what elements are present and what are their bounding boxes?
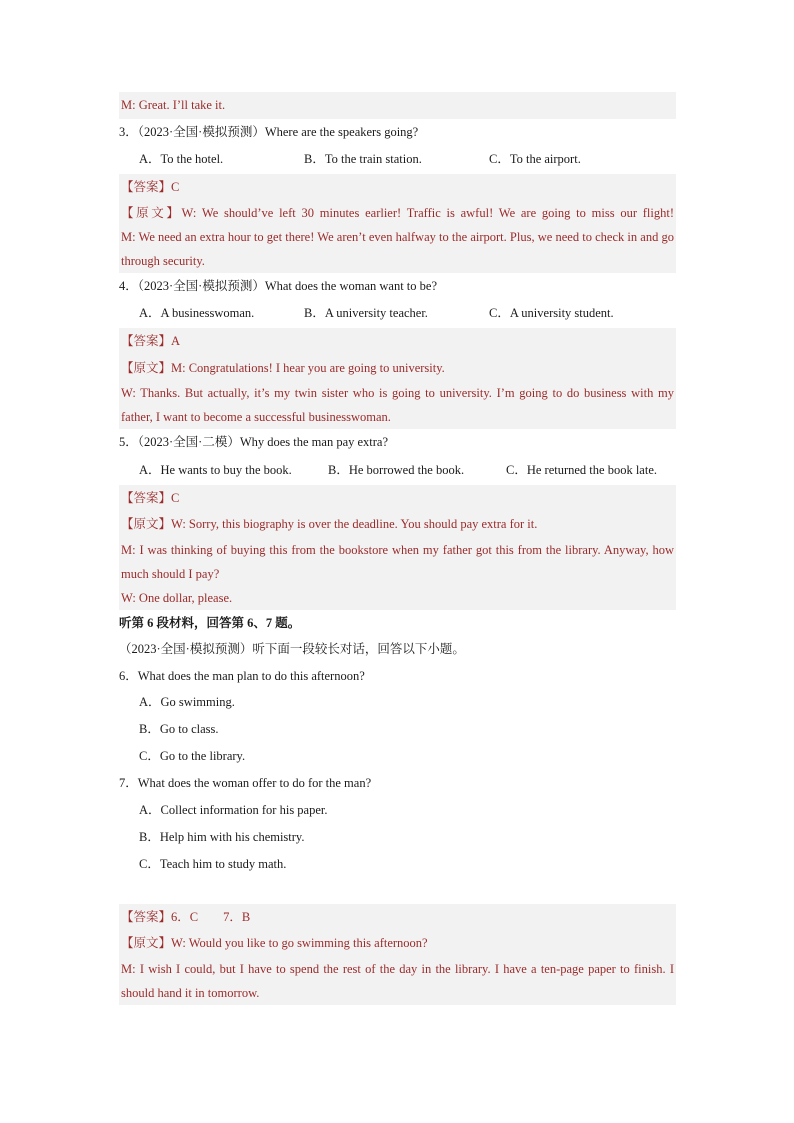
transcript-line: 【原文】W: Sorry, this biography is over the deadline. You should pay extra for it. <box>121 517 538 531</box>
answer-label: 【答案】C <box>121 180 180 194</box>
option-c: C．To the airport. <box>489 152 581 166</box>
answer-block-4 <box>119 328 676 429</box>
answer-label: 【答案】A <box>121 334 181 348</box>
transcript-line: W: One dollar, please. <box>121 590 233 605</box>
option-a: A．To the hotel. <box>139 152 224 166</box>
question-6: 6．What does the man plan to do this afternoon? <box>119 668 365 683</box>
question-7: 7．What does the woman offer to do for the man? <box>119 776 372 790</box>
answer-block-5 <box>119 485 676 610</box>
question-4: 4．（2023·全国·模拟预测）What does the woman want to be? <box>119 278 437 293</box>
transcript-line: M: I was thinking of buying this from the bookstore when my father got this from the library. Anyway, how much should I pay? <box>121 542 674 581</box>
answer-label: 【答案】6．C 7．B <box>121 909 251 924</box>
question-4-options <box>119 299 676 328</box>
option-b: B．To the train station. <box>304 152 422 166</box>
option-a: A．He wants to buy the book. <box>139 462 292 477</box>
option-c: C．Teach him to study math. <box>139 856 287 871</box>
option-c: C．Go to the library. <box>139 749 246 763</box>
spacer <box>119 878 676 904</box>
question-5: 5．（2023·全国·二模）Why does the man pay extra? <box>119 435 389 449</box>
option-a: A．A businesswoman. <box>139 306 255 320</box>
section-intro: （2023·全国·模拟预测）听下面一段较长对话，回答以下小题。 <box>119 642 465 656</box>
question-3: 3．（2023·全国·模拟预测）Where are the speakers going? <box>119 124 419 139</box>
transcript-line: M: We need an extra hour to get there! We aren’t even halfway to the airport. Plus, we need to check in and go through security. <box>121 229 674 268</box>
section-heading: 听第 6 段材料，回答第 6、7 题。 <box>119 615 301 630</box>
transcript-line: M: I wish I could, but I have to spend the rest of the day in the library. I have a ten-page paper to finish. I should hand it in tomorrow. <box>121 961 674 1000</box>
option-b: B．He borrowed the book. <box>328 462 465 477</box>
transcript-line: 【原文】W: Would you like to go swimming this afternoon? <box>121 936 428 950</box>
option-c: C．He returned the book late. <box>506 462 657 477</box>
option-a: A．Collect information for his paper. <box>139 802 328 817</box>
document-page <box>119 92 676 1005</box>
answer-block-3 <box>119 174 676 273</box>
option-b: B．Help him with his chemistry. <box>139 829 305 844</box>
transcript-line: 【原文】W: We should’ve left 30 minutes earlier! Traffic is awful! We are going to miss our flight! <box>121 205 674 220</box>
answer-block-6-7 <box>119 904 676 1005</box>
option-b: B．Go to class. <box>139 722 219 736</box>
answer-label: 【答案】C <box>121 490 180 505</box>
option-c: C．A university student. <box>489 306 614 320</box>
question-3-options <box>119 145 676 174</box>
transcript-line: 【原文】M: Congratulations! I hear you are going to university. <box>121 360 445 375</box>
transcript-line: M: Great. I’ll take it. <box>119 92 676 119</box>
transcript-line: W: Thanks. But actually, it’s my twin sister who is going to university. I’m going to do business with my father, I want to become a successful businesswoman. <box>121 386 674 424</box>
question-5-options <box>119 456 676 485</box>
option-a: A．Go swimming. <box>139 695 235 709</box>
option-b: B．A university teacher. <box>304 306 428 320</box>
